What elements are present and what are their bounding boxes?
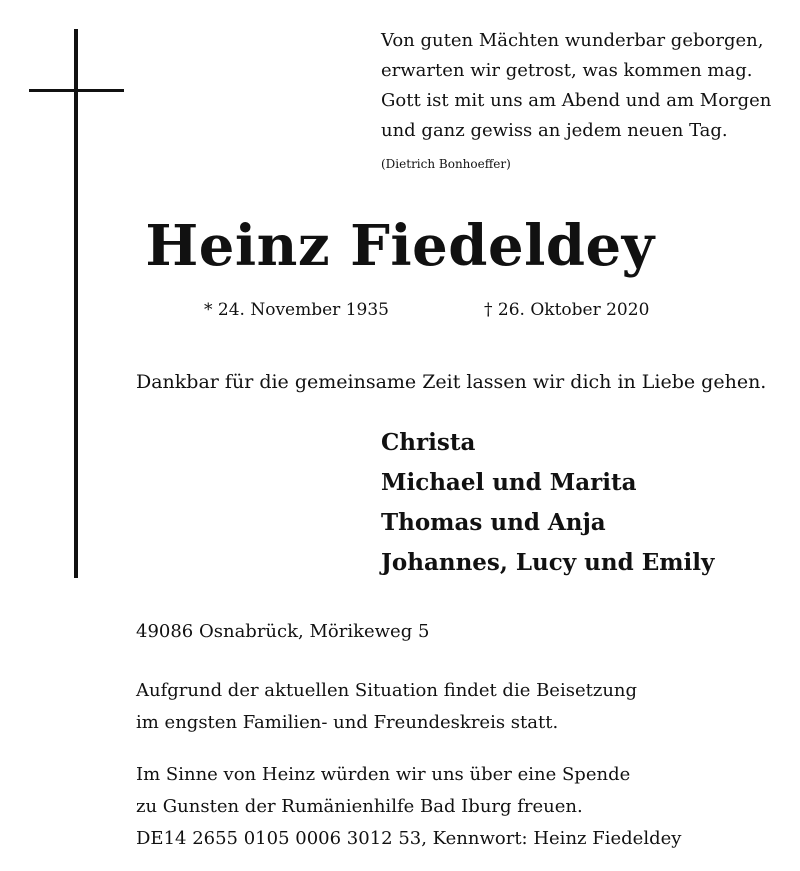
- family-member: Johannes, Lucy und Emily: [381, 549, 715, 576]
- family-member: Thomas und Anja: [381, 509, 606, 536]
- cross-horizontal-bar: [29, 89, 124, 92]
- poem-line: und ganz gewiss an jedem neuen Tag.: [381, 120, 728, 141]
- donation-iban-line: DE14 2655 0105 0006 3012 53, Kennwort: Heinz Fiedeldey: [136, 828, 682, 849]
- notice-line: im engsten Familien- und Freundeskreis statt.: [136, 712, 559, 733]
- family-member: Christa: [381, 429, 476, 456]
- donation-line: Im Sinne von Heinz würden wir uns über eine Spende: [136, 764, 631, 785]
- poem-line: Gott ist mit uns am Abend und am Morgen: [381, 90, 772, 111]
- death-date: † 26. Oktober 2020: [484, 300, 650, 320]
- notice-line: Aufgrund der aktuellen Situation findet die Beisetzung: [136, 680, 638, 701]
- poem-author: (Dietrich Bonhoeffer): [381, 157, 511, 171]
- thanks-text: Dankbar für die gemeinsame Zeit lassen wir dich in Liebe gehen.: [136, 371, 767, 393]
- deceased-name: Heinz Fiedeldey: [145, 213, 655, 279]
- donation-request: [136, 759, 681, 855]
- family-member: Michael und Marita: [381, 469, 637, 496]
- poem-line: erwarten wir getrost, was kommen mag.: [381, 60, 753, 81]
- donation-line: zu Gunsten der Rumänienhilfe Bad Iburg freuen.: [136, 796, 583, 817]
- funeral-notice: [136, 675, 637, 739]
- address: 49086 Osnabrück, Mörikeweg 5: [136, 621, 430, 642]
- poem-quote: [381, 26, 771, 146]
- poem-line: Von guten Mächten wunderbar geborgen,: [381, 30, 764, 51]
- birth-date: * 24. November 1935: [204, 300, 389, 320]
- family-list: [381, 423, 714, 583]
- cross-vertical-bar: [74, 29, 78, 578]
